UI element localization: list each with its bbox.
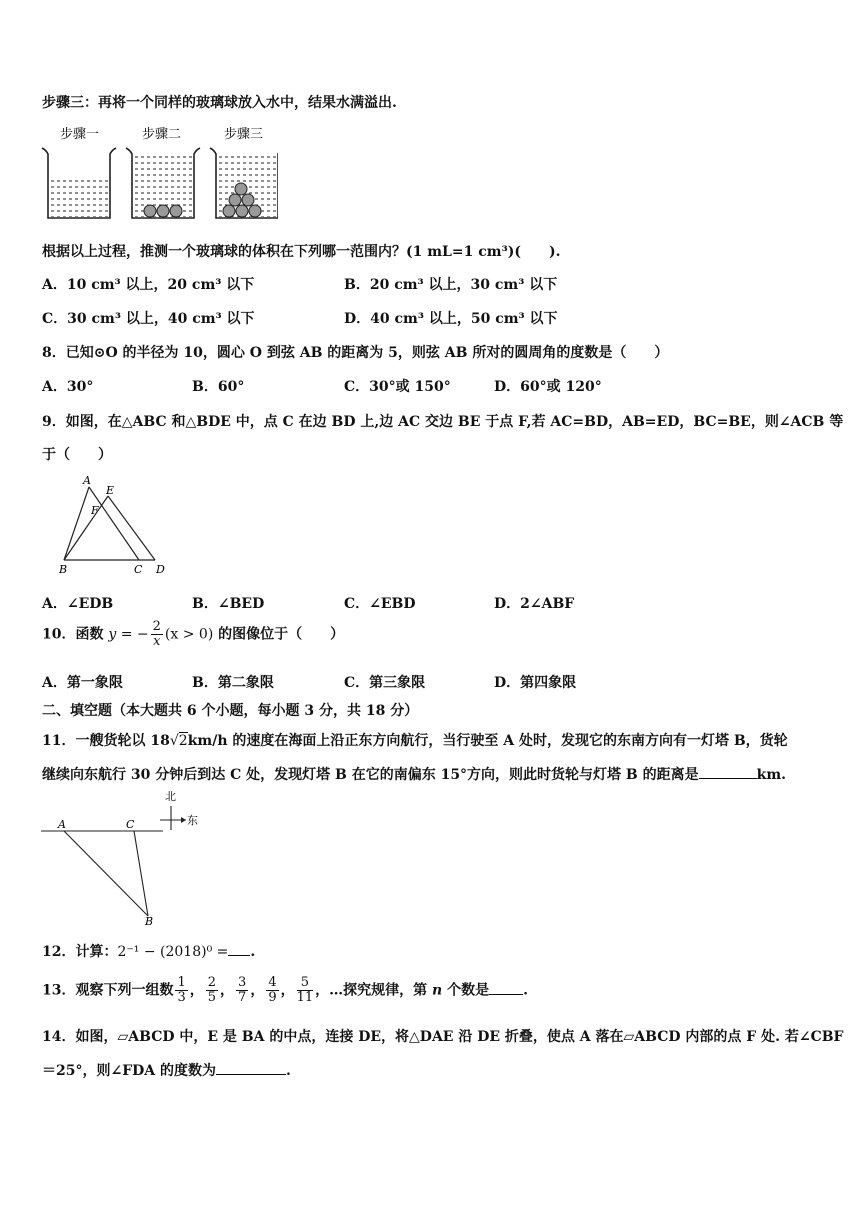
section2-title: 二、填空题（本大题共 6 个小题，每小题 3 分，共 18 分） [42,703,419,719]
q9-label-c: C [134,563,143,576]
q13-frac-4-den: 9 [268,990,277,1005]
q13-suffix: ，…探究规律，第 [315,982,428,999]
q13-frac-3 [236,976,248,1005]
q11-unit: km. [756,767,787,783]
q13-frac-4 [266,976,278,1005]
q7-option-d: D．40 cm³ 以上，50 cm³ 以下 [344,311,558,327]
q10-prefix: 10．函数 [42,626,104,643]
q14-end: . [286,1063,291,1079]
q9-option-c: C．∠EBD [344,596,416,612]
q13-prefix: 13．观察下列一组数 [42,982,174,999]
beaker-label-1: 步骤一 [60,127,100,142]
q9-stem-line2: 于（ ） [42,447,112,463]
q13-end: . [523,982,528,999]
q9-stem-line1: 9．如图，在△ABC 和△BDE 中，点 C 在边 BD 上,边 AC 交边 BE 于点 F,若 AC=BD，AB=ED，BC=BE，则∠ACB 等 [42,414,844,430]
q10-option-a: A．第一象限 [42,675,123,691]
q9-label-d: D [156,563,165,576]
step3-text: 步骤三：再将一个同样的玻璃球放入水中，结果水满溢出. [42,95,397,111]
q12-prefix: 12．计算： [42,944,118,960]
q13-frac-2-num: 2 [207,975,217,990]
q9-label-f: F [91,504,99,517]
q9-label-a: A [83,474,91,487]
q11-line1-b: km/h 的速度在海面上沿正东方向航行，当行驶至 A 处时，发现它的东南方向有一灯塔 B，货轮 [187,733,788,749]
q10-frac-den: x [153,634,161,649]
q11-line1-a: 11．一艘货轮以 18 [42,733,170,749]
q9-option-a: A．∠EDB [42,596,114,612]
q13-frac-3-den: 7 [238,990,247,1005]
beaker-3 [210,148,278,218]
q13-frac-3-num: 3 [238,975,247,990]
q11-answer-blank[interactable] [699,764,757,779]
q11-line2 [42,764,786,784]
q13-frac-2 [206,976,218,1005]
q10-frac-num: 2 [152,619,161,634]
q10-stem [42,620,344,649]
q14-line1: 14．如图，▱ABCD 中，E 是 BA 的中点，连接 DE，将△DAE 沿 DE 折叠，使点 A 落在▱ABCD 内部的点 F 处. 若∠CBF [42,1029,844,1045]
q13-frac-1 [175,976,187,1005]
q12-end: . [250,944,256,960]
q13-frac-1-num: 1 [177,975,186,990]
q13-frac-5-den: 11 [296,990,314,1005]
q7-option-b: B．20 cm³ 以上，30 cm³ 以下 [344,277,558,293]
q13-frac-1-den: 3 [177,990,186,1005]
q11-label-c: C [126,818,135,831]
q11-sqrt-value: 2 [178,733,188,749]
q7-stem: 根据以上过程，推测一个玻璃球的体积在下列哪一范围内？(1 mL=1 cm³)( ). [42,244,561,260]
q10-formula-cond: (x > 0) [164,626,214,643]
q10-option-d: D．第四象限 [494,675,577,691]
q13-n: n [432,982,443,999]
beaker-label-3: 步骤三 [224,127,264,142]
q12-line [42,941,255,961]
q11-label-north: 北 [165,790,176,803]
q13-frac-5-num: 5 [297,976,314,991]
q8-option-b: B．60° [192,379,245,395]
beaker-2 [126,148,200,218]
q7-option-c: C．30 cm³ 以上，40 cm³ 以下 [42,311,255,327]
q13-line: 13．观察下列一组数 $\frac{1}{3}$ ， $\frac{2}{5}$ ， $\frac{3}{7}$ ， $\frac{4}{9}$ ， $\frac{5}{11}$ ，…探究规律，第 n 个数是 . [42,975,528,1005]
q13-frac-4-num: 4 [268,975,277,990]
q8-option-d: D．60°或 120° [494,379,602,395]
q9-option-b: B．∠BED [192,596,265,612]
beaker-1 [42,148,116,218]
q9-label-b: B [59,563,68,576]
q8-stem: 8．已知⊙O 的半径为 10，圆心 O 到弦 AB 的距离为 5，则弦 AB 所对的圆周角的度数是（ ） [42,345,669,361]
q9-label-e: E [106,484,115,497]
q11-line1 [42,730,788,750]
q10-suffix: 的图像位于（ ） [218,626,345,643]
q8-option-a: A．30° [42,379,94,395]
q14-line2 [42,1060,291,1080]
q11-label-east: 东 [187,814,198,827]
q11-label-a: A [58,818,66,831]
q10-fraction [151,620,163,649]
q13-frac-2-den: 5 [207,990,217,1005]
q11-label-b: B [145,915,154,926]
beaker-figure [38,124,278,224]
q9-triangle-figure [56,472,176,582]
q11-figure [38,784,208,926]
q13-suffix2: 个数是 [447,982,490,999]
q13-frac-5 [297,976,314,1005]
q12-expr: 2⁻¹ − (2018)⁰ = [117,944,229,960]
q8-option-c: C．30°或 150° [344,379,451,395]
beaker-label-2: 步骤二 [142,127,182,142]
q13-answer-blank[interactable] [489,980,523,995]
q14-answer-blank[interactable] [216,1060,286,1075]
q11-sqrt: √2 [169,733,188,749]
q10-option-b: B．第二象限 [192,675,274,691]
q11-line2-text: 继续向东航行 30 分钟后到达 C 处，发现灯塔 B 在它的南偏东 15°方向，则此时货轮与灯塔 B 的距离是 [42,767,699,783]
q10-option-c: C．第三象限 [344,675,426,691]
q9-option-d: D．2∠ABF [494,596,575,612]
q12-answer-blank[interactable] [228,941,250,956]
q14-line2-text: ＝25°，则∠FDA 的度数为 [42,1063,217,1079]
q7-option-a: A．10 cm³ 以上，20 cm³ 以下 [42,277,255,293]
q10-formula-lhs: y = − [108,626,149,643]
